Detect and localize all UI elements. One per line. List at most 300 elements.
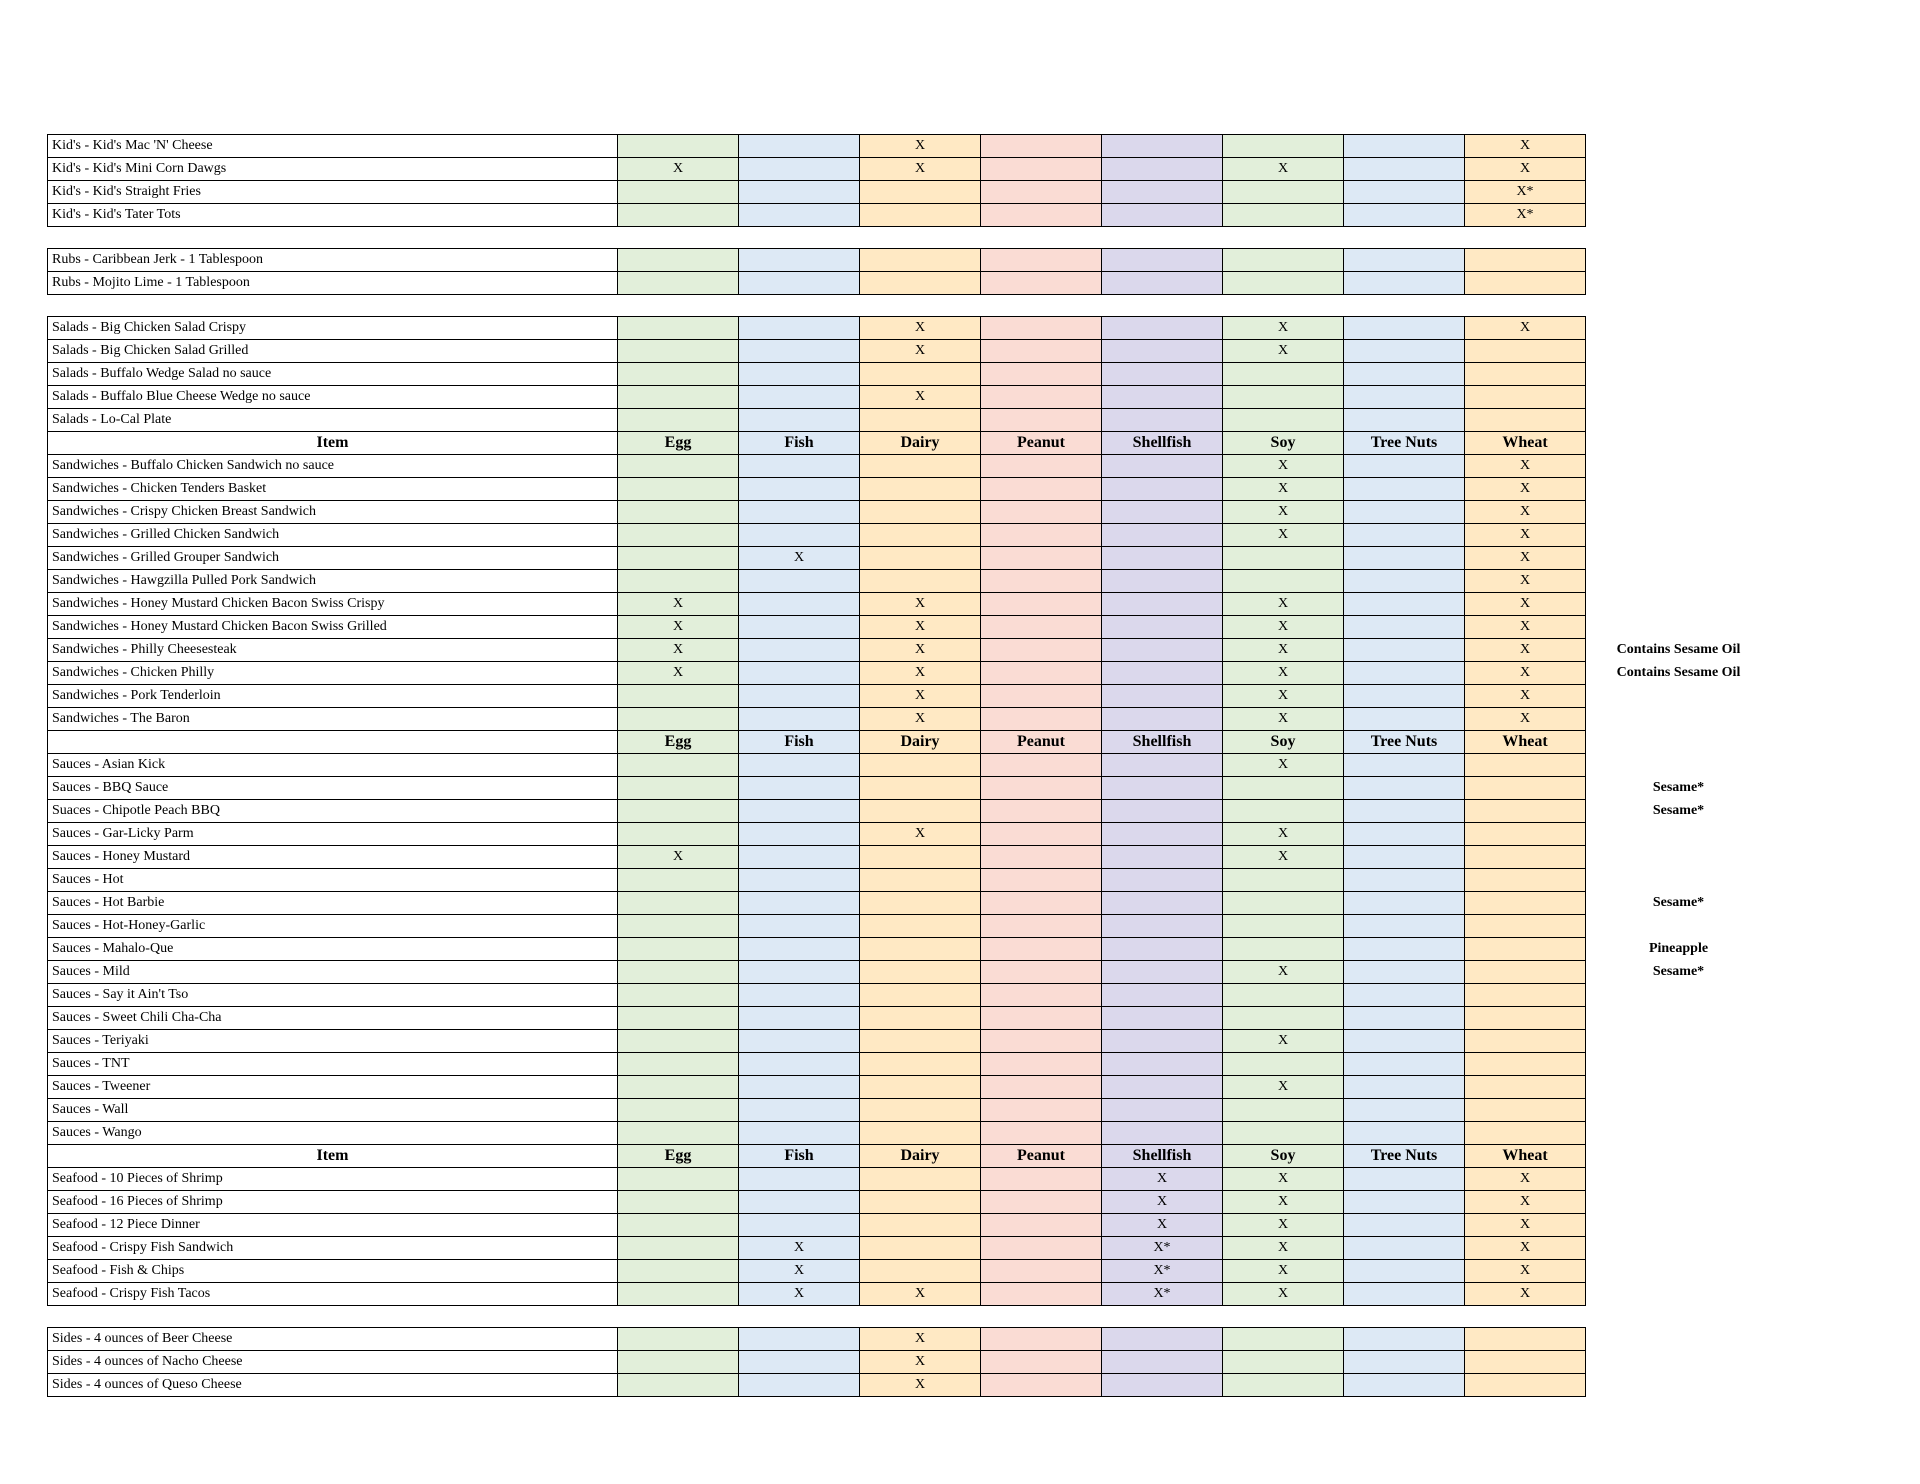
allergen-note-cell [1586, 869, 1772, 892]
allergen-cell-shellfish [1102, 639, 1223, 662]
allergen-note-cell [1586, 249, 1772, 272]
allergen-cell-dairy [860, 1007, 981, 1030]
allergen-cell-dairy [860, 570, 981, 593]
item-name-cell: Kid's - Kid's Mac 'N' Cheese [48, 135, 618, 158]
allergen-cell-wheat: X [1465, 1214, 1586, 1237]
allergen-cell-wheat: X* [1465, 204, 1586, 227]
allergen-cell-dairy [860, 181, 981, 204]
item-row [48, 685, 1772, 708]
item-name-cell: Sauces - Hot Barbie [48, 892, 618, 915]
allergen-cell-fish [739, 639, 860, 662]
item-column-header: Item [48, 432, 618, 455]
allergen-cell-egg [618, 1007, 739, 1030]
allergen-cell-shellfish [1102, 1122, 1223, 1145]
allergen-cell-peanut [981, 685, 1102, 708]
allergen-cell-tree-nuts [1344, 616, 1465, 639]
item-row [48, 777, 1772, 800]
allergen-cell-shellfish [1102, 938, 1223, 961]
allergen-cell-wheat: X [1465, 1168, 1586, 1191]
allergen-cell-fish [739, 708, 860, 731]
item-row [48, 158, 1772, 181]
column-header-fish: Fish [739, 731, 860, 754]
allergen-cell-egg [618, 1283, 739, 1306]
allergen-cell-dairy [860, 363, 981, 386]
allergen-cell-dairy [860, 984, 981, 1007]
allergen-cell-wheat: X [1465, 593, 1586, 616]
item-row [48, 616, 1772, 639]
allergen-cell-soy: X [1223, 754, 1344, 777]
item-name-cell: Sides - 4 ounces of Queso Cheese [48, 1374, 618, 1397]
allergen-cell-fish [739, 800, 860, 823]
allergen-cell-shellfish [1102, 1076, 1223, 1099]
allergen-cell-dairy: X [860, 317, 981, 340]
allergen-cell-shellfish [1102, 708, 1223, 731]
allergen-cell-peanut [981, 181, 1102, 204]
allergen-cell-shellfish [1102, 135, 1223, 158]
allergen-cell-egg [618, 685, 739, 708]
allergen-cell-fish [739, 363, 860, 386]
item-row [48, 135, 1772, 158]
item-row [48, 639, 1772, 662]
allergen-cell-tree-nuts [1344, 1328, 1465, 1351]
allergen-cell-fish [739, 478, 860, 501]
item-name-cell: Sauces - Tweener [48, 1076, 618, 1099]
item-row [48, 570, 1772, 593]
item-row [48, 317, 1772, 340]
allergen-cell-shellfish [1102, 915, 1223, 938]
item-row [48, 800, 1772, 823]
allergen-cell-egg [618, 1099, 739, 1122]
item-name-cell: Sauces - Hot [48, 869, 618, 892]
allergen-cell-egg [618, 135, 739, 158]
header-row [48, 731, 1772, 754]
allergen-cell-soy: X [1223, 524, 1344, 547]
item-row [48, 1030, 1772, 1053]
allergen-note-cell [1586, 915, 1772, 938]
allergen-note-cell [1586, 135, 1772, 158]
allergen-note-cell [1586, 1374, 1772, 1397]
allergen-cell-soy [1223, 869, 1344, 892]
allergen-cell-wheat [1465, 1099, 1586, 1122]
allergen-note-cell [1586, 340, 1772, 363]
allergen-cell-fish [739, 754, 860, 777]
allergen-cell-soy: X [1223, 501, 1344, 524]
allergen-cell-tree-nuts [1344, 1030, 1465, 1053]
item-name-cell: Kid's - Kid's Tater Tots [48, 204, 618, 227]
item-name-cell: Seafood - 12 Piece Dinner [48, 1214, 618, 1237]
item-row [48, 363, 1772, 386]
allergen-cell-dairy [860, 1191, 981, 1214]
allergen-note-cell: Sesame* [1586, 892, 1772, 915]
allergen-cell-fish [739, 1030, 860, 1053]
allergen-cell-dairy: X [860, 685, 981, 708]
item-row [48, 938, 1772, 961]
allergen-cell-fish: X [739, 1283, 860, 1306]
allergen-cell-tree-nuts [1344, 961, 1465, 984]
allergen-cell-soy: X [1223, 708, 1344, 731]
allergen-cell-wheat [1465, 915, 1586, 938]
allergen-note-cell [1586, 1122, 1772, 1145]
allergen-cell-egg [618, 272, 739, 295]
allergen-cell-tree-nuts [1344, 340, 1465, 363]
allergen-note-cell [1586, 984, 1772, 1007]
allergen-cell-dairy [860, 915, 981, 938]
allergen-cell-egg [618, 1374, 739, 1397]
allergen-cell-tree-nuts [1344, 685, 1465, 708]
allergen-cell-peanut [981, 1191, 1102, 1214]
allergen-cell-fish [739, 685, 860, 708]
allergen-cell-peanut [981, 1168, 1102, 1191]
allergen-cell-egg [618, 823, 739, 846]
item-row [48, 1076, 1772, 1099]
allergen-note-cell [1586, 1214, 1772, 1237]
allergen-cell-dairy [860, 1214, 981, 1237]
item-name-cell: Sauces - Mild [48, 961, 618, 984]
item-row [48, 1214, 1772, 1237]
allergen-cell-shellfish [1102, 158, 1223, 181]
allergen-note-cell [1586, 1237, 1772, 1260]
allergen-cell-peanut [981, 846, 1102, 869]
allergen-cell-shellfish [1102, 593, 1223, 616]
allergen-cell-soy: X [1223, 823, 1344, 846]
item-name-cell: Seafood - 10 Pieces of Shrimp [48, 1168, 618, 1191]
item-name-cell: Kid's - Kid's Mini Corn Dawgs [48, 158, 618, 181]
item-row [48, 1007, 1772, 1030]
allergen-note-cell [1586, 478, 1772, 501]
allergen-cell-dairy [860, 800, 981, 823]
allergen-cell-tree-nuts [1344, 892, 1465, 915]
item-name-cell: Sauces - BBQ Sauce [48, 777, 618, 800]
allergen-cell-peanut [981, 662, 1102, 685]
allergen-cell-fish [739, 593, 860, 616]
allergen-cell-soy [1223, 800, 1344, 823]
allergen-cell-tree-nuts [1344, 135, 1465, 158]
allergen-cell-egg [618, 386, 739, 409]
allergen-cell-wheat [1465, 938, 1586, 961]
allergen-note-cell [1586, 386, 1772, 409]
allergen-cell-tree-nuts [1344, 846, 1465, 869]
allergen-cell-dairy [860, 409, 981, 432]
allergen-cell-tree-nuts [1344, 1168, 1465, 1191]
allergen-cell-egg [618, 1122, 739, 1145]
allergen-note-cell: Contains Sesame Oil [1586, 662, 1772, 685]
allergen-table [47, 248, 1772, 295]
allergen-cell-tree-nuts [1344, 593, 1465, 616]
item-name-cell: Sandwiches - Honey Mustard Chicken Bacon Swiss Crispy [48, 593, 618, 616]
allergen-cell-soy [1223, 272, 1344, 295]
allergen-cell-wheat: X [1465, 616, 1586, 639]
allergen-cell-wheat [1465, 754, 1586, 777]
allergen-cell-soy: X [1223, 1168, 1344, 1191]
note-cell [1586, 1145, 1772, 1168]
allergen-cell-wheat: X [1465, 1191, 1586, 1214]
allergen-cell-egg [618, 249, 739, 272]
allergen-note-cell [1586, 1351, 1772, 1374]
column-header-tree-nuts: Tree Nuts [1344, 731, 1465, 754]
allergen-cell-soy: X [1223, 317, 1344, 340]
allergen-cell-dairy [860, 938, 981, 961]
allergen-cell-fish [739, 409, 860, 432]
allergen-cell-shellfish [1102, 409, 1223, 432]
allergen-cell-wheat [1465, 386, 1586, 409]
allergen-cell-shellfish [1102, 1030, 1223, 1053]
allergen-cell-egg [618, 478, 739, 501]
section-gap [47, 227, 1772, 248]
allergen-cell-shellfish [1102, 777, 1223, 800]
item-name-cell: Sauces - Hot-Honey-Garlic [48, 915, 618, 938]
allergen-cell-dairy [860, 1168, 981, 1191]
allergen-cell-peanut [981, 409, 1102, 432]
allergen-cell-fish: X [739, 547, 860, 570]
allergen-cell-peanut [981, 1214, 1102, 1237]
allergen-cell-fish [739, 823, 860, 846]
allergen-cell-dairy: X [860, 823, 981, 846]
allergen-cell-soy: X [1223, 662, 1344, 685]
allergen-cell-dairy: X [860, 1283, 981, 1306]
item-name-cell: Salads - Buffalo Wedge Salad no sauce [48, 363, 618, 386]
allergen-cell-soy: X [1223, 961, 1344, 984]
allergen-note-cell [1586, 272, 1772, 295]
allergen-cell-tree-nuts [1344, 524, 1465, 547]
allergen-cell-soy [1223, 1328, 1344, 1351]
allergen-cell-tree-nuts [1344, 409, 1465, 432]
allergen-table [47, 316, 1772, 1306]
item-name-cell: Sauces - Wall [48, 1099, 618, 1122]
item-name-cell: Rubs - Caribbean Jerk - 1 Tablespoon [48, 249, 618, 272]
allergen-cell-peanut [981, 501, 1102, 524]
allergen-cell-soy: X [1223, 846, 1344, 869]
item-name-cell: Sandwiches - The Baron [48, 708, 618, 731]
column-header-tree-nuts: Tree Nuts [1344, 432, 1465, 455]
allergen-cell-peanut [981, 249, 1102, 272]
item-row [48, 501, 1772, 524]
allergen-cell-shellfish: X [1102, 1191, 1223, 1214]
allergen-cell-egg [618, 547, 739, 570]
allergen-cell-wheat [1465, 272, 1586, 295]
item-name-cell: Salads - Big Chicken Salad Grilled [48, 340, 618, 363]
allergen-cell-wheat: X [1465, 455, 1586, 478]
column-header-peanut: Peanut [981, 1145, 1102, 1168]
allergen-cell-tree-nuts [1344, 204, 1465, 227]
allergen-cell-peanut [981, 204, 1102, 227]
allergen-cell-fish [739, 1191, 860, 1214]
allergen-cell-peanut [981, 984, 1102, 1007]
item-name-cell: Sandwiches - Chicken Philly [48, 662, 618, 685]
item-row [48, 1099, 1772, 1122]
allergen-cell-fish [739, 181, 860, 204]
allergen-cell-wheat: X [1465, 547, 1586, 570]
item-name-cell: Sandwiches - Honey Mustard Chicken Bacon Swiss Grilled [48, 616, 618, 639]
allergen-cell-shellfish: X* [1102, 1237, 1223, 1260]
allergen-cell-fish [739, 1076, 860, 1099]
allergen-note-cell: Sesame* [1586, 777, 1772, 800]
item-name-cell: Sauces - Teriyaki [48, 1030, 618, 1053]
item-name-cell: Seafood - Crispy Fish Sandwich [48, 1237, 618, 1260]
allergen-cell-fish [739, 340, 860, 363]
allergen-cell-fish [739, 1351, 860, 1374]
allergen-cell-peanut [981, 915, 1102, 938]
allergen-cell-shellfish [1102, 961, 1223, 984]
allergen-cell-egg: X [618, 158, 739, 181]
allergen-note-cell [1586, 1076, 1772, 1099]
allergen-note-cell: Sesame* [1586, 961, 1772, 984]
item-row [48, 272, 1772, 295]
allergen-cell-soy: X [1223, 478, 1344, 501]
allergen-cell-soy: X [1223, 1191, 1344, 1214]
allergen-cell-tree-nuts [1344, 249, 1465, 272]
allergen-cell-shellfish [1102, 1328, 1223, 1351]
allergen-cell-soy: X [1223, 639, 1344, 662]
allergen-cell-egg [618, 181, 739, 204]
allergen-cell-peanut [981, 800, 1102, 823]
allergen-cell-fish [739, 961, 860, 984]
allergen-cell-tree-nuts [1344, 1007, 1465, 1030]
section-gap [47, 1306, 1772, 1327]
allergen-cell-egg [618, 1053, 739, 1076]
allergen-note-cell [1586, 754, 1772, 777]
allergen-cell-shellfish [1102, 846, 1223, 869]
allergen-cell-dairy [860, 961, 981, 984]
item-row [48, 708, 1772, 731]
allergen-note-cell [1586, 846, 1772, 869]
allergen-cell-wheat: X [1465, 478, 1586, 501]
allergen-cell-tree-nuts [1344, 708, 1465, 731]
allergen-cell-peanut [981, 1122, 1102, 1145]
allergen-cell-peanut [981, 135, 1102, 158]
allergen-cell-peanut [981, 869, 1102, 892]
allergen-cell-dairy [860, 869, 981, 892]
allergen-cell-egg: X [618, 662, 739, 685]
allergen-note-cell [1586, 685, 1772, 708]
column-header-dairy: Dairy [860, 432, 981, 455]
allergen-cell-dairy [860, 1053, 981, 1076]
allergen-cell-egg [618, 800, 739, 823]
allergen-cell-egg [618, 892, 739, 915]
item-row [48, 181, 1772, 204]
allergen-cell-wheat: X [1465, 524, 1586, 547]
allergen-note-cell [1586, 1260, 1772, 1283]
allergen-cell-fish: X [739, 1237, 860, 1260]
allergen-cell-peanut [981, 639, 1102, 662]
allergen-cell-dairy [860, 249, 981, 272]
allergen-cell-soy [1223, 386, 1344, 409]
allergen-cell-egg [618, 1351, 739, 1374]
section-gap [47, 295, 1772, 316]
allergen-cell-egg [618, 1237, 739, 1260]
allergen-cell-peanut [981, 1053, 1102, 1076]
item-name-cell: Sauces - Honey Mustard [48, 846, 618, 869]
item-row [48, 1122, 1772, 1145]
allergen-cell-wheat [1465, 1007, 1586, 1030]
allergen-cell-dairy [860, 272, 981, 295]
allergen-cell-peanut [981, 1076, 1102, 1099]
allergen-cell-peanut [981, 1237, 1102, 1260]
allergen-cell-wheat: X* [1465, 181, 1586, 204]
allergen-cell-egg: X [618, 616, 739, 639]
item-name-cell: Seafood - 16 Pieces of Shrimp [48, 1191, 618, 1214]
allergen-cell-shellfish [1102, 616, 1223, 639]
allergen-cell-tree-nuts [1344, 547, 1465, 570]
item-name-cell: Sandwiches - Philly Cheesesteak [48, 639, 618, 662]
allergen-cell-egg [618, 409, 739, 432]
allergen-cell-egg [618, 455, 739, 478]
allergen-cell-egg [618, 1328, 739, 1351]
allergen-note-cell [1586, 570, 1772, 593]
allergen-note-cell [1586, 547, 1772, 570]
allergen-cell-soy [1223, 570, 1344, 593]
allergen-cell-soy [1223, 1351, 1344, 1374]
allergen-note-cell [1586, 1283, 1772, 1306]
item-row [48, 1191, 1772, 1214]
allergen-note-cell [1586, 204, 1772, 227]
allergen-cell-tree-nuts [1344, 1237, 1465, 1260]
allergen-cell-peanut [981, 754, 1102, 777]
item-row [48, 386, 1772, 409]
allergen-note-cell [1586, 1328, 1772, 1351]
allergen-cell-fish [739, 892, 860, 915]
item-name-cell: Sauces - Mahalo-Que [48, 938, 618, 961]
allergen-cell-wheat [1465, 1374, 1586, 1397]
allergen-cell-tree-nuts [1344, 386, 1465, 409]
item-name-cell: Sandwiches - Hawgzilla Pulled Pork Sandwich [48, 570, 618, 593]
allergen-cell-fish [739, 616, 860, 639]
allergen-cell-shellfish [1102, 754, 1223, 777]
item-name-cell: Sandwiches - Buffalo Chicken Sandwich no sauce [48, 455, 618, 478]
allergen-cell-shellfish: X* [1102, 1283, 1223, 1306]
allergen-cell-egg [618, 984, 739, 1007]
allergen-cell-soy [1223, 1099, 1344, 1122]
allergen-cell-wheat [1465, 1351, 1586, 1374]
allergen-cell-wheat: X [1465, 1260, 1586, 1283]
allergen-cell-fish [739, 1122, 860, 1145]
item-name-cell: Sandwiches - Crispy Chicken Breast Sandwich [48, 501, 618, 524]
column-header-egg: Egg [618, 1145, 739, 1168]
allergen-note-cell [1586, 1168, 1772, 1191]
item-name-cell: Sauces - TNT [48, 1053, 618, 1076]
item-row [48, 915, 1772, 938]
allergen-cell-dairy: X [860, 639, 981, 662]
item-name-cell: Sandwiches - Pork Tenderloin [48, 685, 618, 708]
allergen-cell-dairy: X [860, 662, 981, 685]
item-row [48, 455, 1772, 478]
allergen-cell-soy [1223, 363, 1344, 386]
allergen-cell-soy [1223, 938, 1344, 961]
allergen-note-cell [1586, 455, 1772, 478]
allergen-cell-tree-nuts [1344, 272, 1465, 295]
allergen-cell-peanut [981, 1283, 1102, 1306]
allergen-cell-soy [1223, 892, 1344, 915]
allergen-cell-dairy [860, 846, 981, 869]
allergen-cell-soy: X [1223, 1237, 1344, 1260]
allergen-cell-dairy: X [860, 616, 981, 639]
allergen-note-cell: Pineapple [1586, 938, 1772, 961]
allergen-cell-wheat [1465, 249, 1586, 272]
allergen-cell-wheat: X [1465, 1237, 1586, 1260]
item-name-cell: Sauces - Say it Ain't Tso [48, 984, 618, 1007]
allergen-cell-tree-nuts [1344, 158, 1465, 181]
item-row [48, 340, 1772, 363]
allergen-cell-soy: X [1223, 685, 1344, 708]
allergen-cell-fish [739, 915, 860, 938]
allergen-cell-soy [1223, 181, 1344, 204]
allergen-cell-shellfish [1102, 340, 1223, 363]
allergen-note-cell [1586, 158, 1772, 181]
allergen-cell-fish [739, 1168, 860, 1191]
allergen-cell-shellfish [1102, 570, 1223, 593]
allergen-cell-shellfish [1102, 547, 1223, 570]
allergen-cell-soy [1223, 1374, 1344, 1397]
allergen-cell-soy: X [1223, 1260, 1344, 1283]
